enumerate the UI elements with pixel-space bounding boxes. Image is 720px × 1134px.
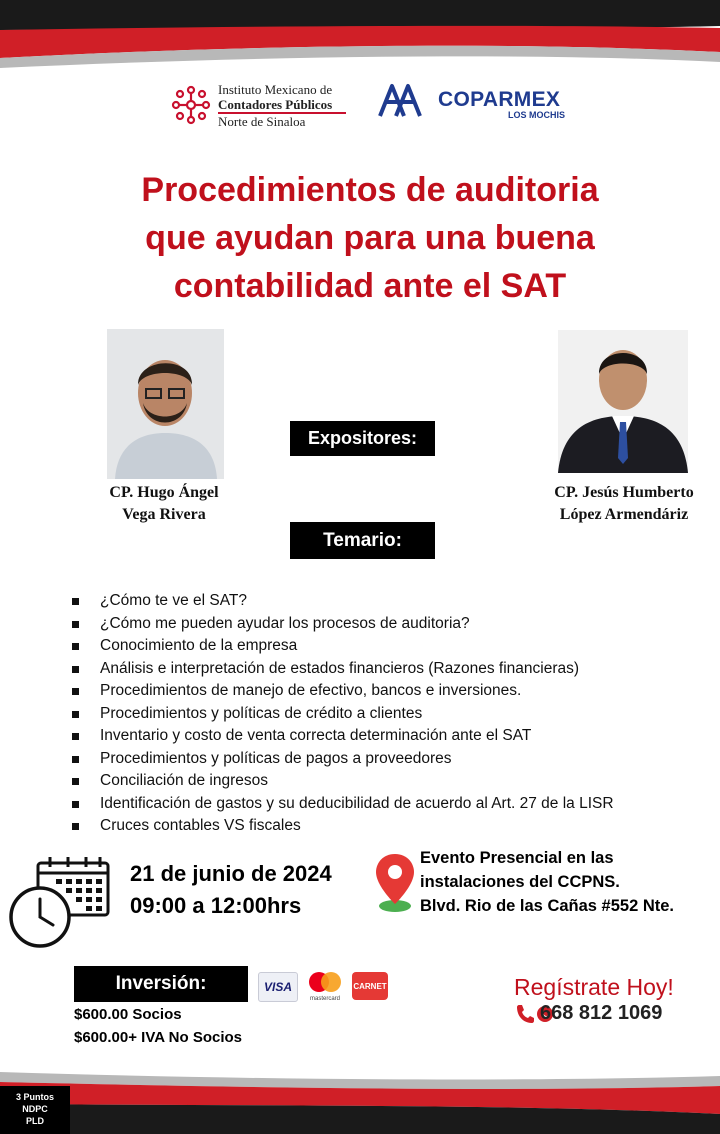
- bullet-icon: [72, 711, 79, 718]
- imcp-logo-text: [218, 82, 332, 129]
- bullet-icon: [72, 733, 79, 740]
- venue-line2: instalaciones del CCPNS.: [420, 873, 620, 891]
- venue-line3: Blvd. Rio de las Cañas #552 Nte.: [420, 897, 675, 915]
- imcp-logo-icon: [168, 82, 214, 128]
- event-title: [60, 166, 680, 310]
- bullet-icon: [72, 823, 79, 830]
- agenda-item: [72, 680, 692, 703]
- agenda-item: [72, 613, 692, 636]
- speaker-2-name-line1: CP. Jesús Humberto: [554, 484, 694, 501]
- agenda-item-text: Cruces contables VS fiscales: [100, 817, 301, 834]
- agenda-item-text: Conciliación de ingresos: [100, 772, 269, 789]
- agenda-item: [72, 703, 692, 726]
- coparmex-sub: LOS MOCHIS: [508, 110, 566, 120]
- price-non-members: $600.00+ IVA No Socios: [74, 1029, 242, 1046]
- agenda-item-text: Conocimiento de la empresa: [100, 637, 298, 654]
- speaker-2-name-line2: López Armendáriz: [559, 506, 689, 523]
- event-date: 21 de junio de 2024: [130, 861, 332, 886]
- points-line2: NDPC: [22, 1104, 48, 1114]
- agenda-item: [72, 793, 692, 816]
- event-datetime: [130, 858, 332, 922]
- points-line1: 3 Puntos: [15, 1092, 54, 1102]
- bullet-icon: [72, 621, 79, 628]
- agenda-item: [72, 725, 692, 748]
- title-line2: que ayudan para una buena: [145, 219, 595, 257]
- agenda-item-text: Procedimientos y políticas de pagos a proveedores: [100, 749, 452, 767]
- speakers-label: Expositores:: [290, 421, 435, 456]
- location-pin-icon: [374, 852, 416, 914]
- agenda-item: [72, 658, 692, 681]
- bullet-icon: [72, 598, 79, 605]
- points-badge: [0, 1086, 70, 1134]
- speaker-2-photo: [558, 330, 688, 473]
- register-label: Regístrate Hoy!: [514, 974, 674, 1000]
- imcp-divider: [218, 112, 346, 114]
- coparmex-logo-icon: [376, 80, 424, 120]
- phone-icon: [517, 1005, 534, 1023]
- speaker-2-name: [532, 482, 716, 526]
- price-members: $600.00 Socios: [74, 1006, 182, 1023]
- title-line1: Procedimientos de auditoria: [141, 171, 599, 209]
- mastercard-label: mastercard: [309, 996, 341, 1002]
- venue-line1: Evento Presencial en las: [420, 849, 614, 867]
- imcp-line1: Instituto Mexicano de: [218, 82, 333, 97]
- event-venue: [420, 846, 674, 918]
- imcp-line3: Norte de Sinaloa: [218, 114, 306, 129]
- agenda-item-text: Inventario y costo de venta correcta determinación ante el SAT: [100, 727, 532, 744]
- event-time: 09:00 a 12:00hrs: [130, 893, 302, 918]
- points-line3: PLD: [26, 1116, 44, 1126]
- agenda-label: Temario:: [290, 522, 435, 559]
- agenda-item: [72, 770, 692, 793]
- mastercard-icon: [304, 970, 346, 1002]
- bullet-icon: [72, 688, 79, 695]
- agenda-item-text: Procedimientos y políticas de crédito a clientes: [100, 704, 423, 722]
- speaker-1-photo: [107, 329, 224, 479]
- speaker-1-name: [74, 482, 254, 526]
- agenda-item: [72, 590, 692, 613]
- bullet-icon: [72, 801, 79, 808]
- agenda-item: [72, 635, 692, 658]
- agenda-item-text: ¿Cómo te ve el SAT?: [100, 592, 248, 609]
- carnet-card-icon: CARNET: [352, 972, 388, 1000]
- calendar-clock-icon: [8, 855, 112, 951]
- coparmex-name: COPARMEX: [438, 88, 561, 111]
- imcp-line2: Contadores Públicos: [218, 97, 333, 112]
- speaker-1-name-line1: CP. Hugo Ángel: [109, 484, 219, 501]
- agenda-item-text: ¿Cómo me pueden ayudar los procesos de auditoria?: [100, 614, 470, 632]
- bullet-icon: [72, 778, 79, 785]
- agenda-list: [72, 590, 692, 838]
- title-line3: contabilidad ante el SAT: [173, 267, 567, 305]
- visa-card-icon: VISA: [258, 972, 298, 1002]
- agenda-item-text: Procedimientos de manejo de efectivo, bancos e inversiones.: [100, 682, 522, 699]
- agenda-item: [72, 815, 692, 838]
- agenda-item-text: Identificación de gastos y su deducibilidad de acuerdo al Art. 27 de la LISR: [100, 794, 614, 812]
- footer-band: [0, 1058, 720, 1134]
- agenda-item: [72, 748, 692, 771]
- register-phone: 668 812 1069: [540, 1002, 663, 1024]
- header-band: [0, 0, 720, 74]
- speaker-1-name-line2: Vega Rivera: [122, 506, 206, 523]
- investment-label: Inversión:: [74, 966, 248, 1002]
- bullet-icon: [72, 666, 79, 673]
- bullet-icon: [72, 756, 79, 763]
- agenda-item-text: Análisis e interpretación de estados financieros (Razones financieras): [100, 659, 580, 677]
- bullet-icon: [72, 643, 79, 650]
